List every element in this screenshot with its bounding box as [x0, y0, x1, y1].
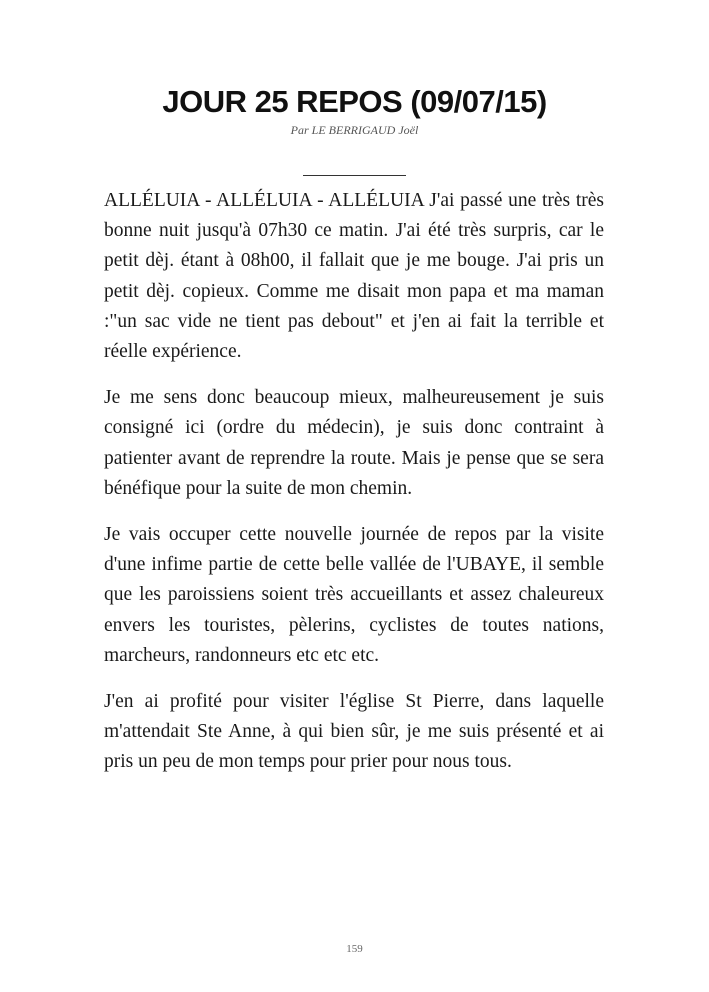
paragraph-4: J'en ai profité pour visiter l'église St Pierre, dans laquelle m'attendait Ste Anne, à qui bien sûr, je me suis présenté et ai pris un peu de mon temps pour prier pour nous tous. [104, 691, 604, 773]
author-byline: Par LE BERRIGAUD Joël [290, 123, 419, 137]
paragraph-2: Je me sens donc beaucoup mieux, malheureusement je suis consigné ici (ordre du médecin), je suis donc contraint à patienter avant de reprendre la route. Mais je pense que se sera bénéfique pour la suite de mon chemin. [104, 387, 604, 499]
paragraph-1: ALLÉLUIA - ALLÉLUIA - ALLÉLUIA J'ai passé une très très bonne nuit jusqu'à 07h30 ce matin. J'ai été très surpris, car le petit dèj. étant à 08h00, il fallait que je me bouge. J'ai pris un petit dèj. copieux. Comme me disait mon papa et ma maman :"un sac vide ne tient pas debout" et j'en ai fait la terrible et réelle expérience. [104, 190, 604, 363]
paragraph-3: Je vais occuper cette nouvelle journée de repos par la visite d'une infime partie de cette belle vallée de l'UBAYE, il semble que les paroissiens soient très accueillants et assez chaleureux envers les touristes, pèlerins, cyclistes de toutes nations, marcheurs, randonneurs etc etc etc. [104, 524, 604, 666]
title-separator-line [303, 175, 406, 176]
body-text [104, 186, 604, 794]
page-title: JOUR 25 REPOS (09/07/15) [162, 84, 547, 119]
page-number: 159 [346, 943, 363, 955]
